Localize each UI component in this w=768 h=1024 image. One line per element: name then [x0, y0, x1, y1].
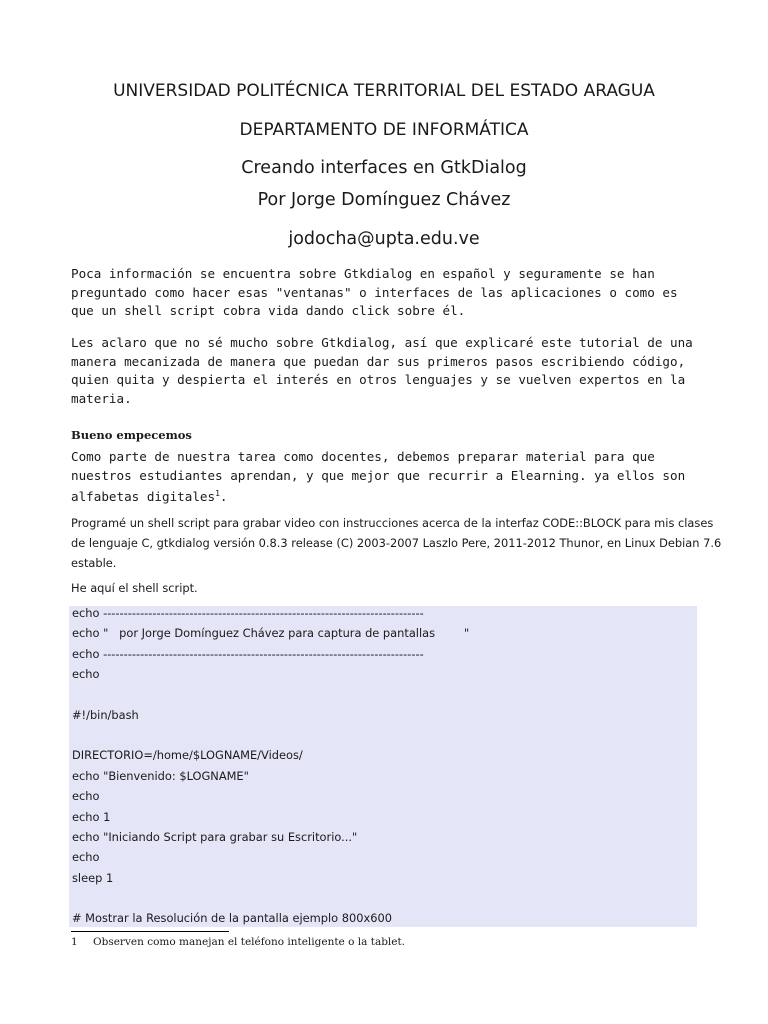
text-line: Poca información se encuentra sobre Gtkdialog en español y seguramente se han	[71, 266, 655, 281]
author-line: Por Jorge Domínguez Chávez	[257, 190, 511, 210]
text-fragment: alfabetas digitales	[71, 489, 216, 505]
footnote-reference: 1	[215, 489, 220, 499]
code-line: #!/bin/bash	[72, 708, 139, 722]
code-line: echo "Iniciando Script para grabar su Escritorio..."	[72, 830, 358, 844]
text-line: de lenguaje C, gtkdialog versión 0.8.3 release (C) 2003-2007 Laszlo Pere, 2011-2012 Thunor, en Linux Debian 7.6	[71, 536, 722, 551]
intro-paragraph-1	[71, 265, 711, 321]
text-line: estable.	[71, 556, 117, 571]
section-heading: Bueno empecemos	[71, 428, 192, 442]
code-line: DIRECTORIO=/home/$LOGNAME/Videos/	[72, 748, 303, 762]
text-fragment: .	[219, 489, 228, 505]
code-line: echo ------------------------------------------------------------------------------	[72, 647, 424, 661]
code-line: echo	[72, 850, 100, 864]
code-line: echo	[72, 667, 100, 681]
code-line: sleep 1	[72, 871, 114, 885]
department-heading: DEPARTAMENTO DE INFORMÁTICA	[239, 120, 529, 140]
footnote	[71, 936, 405, 948]
university-heading: UNIVERSIDAD POLITÉCNICA TERRITORIAL DEL ESTADO ARAGUA	[113, 81, 655, 101]
section-paragraph	[71, 448, 711, 504]
code-line: echo 1	[72, 810, 111, 824]
text-line	[71, 485, 711, 504]
text-line: quien quita y despierta el interés en otros lenguajes y se vuelven expertos en la	[71, 372, 686, 388]
script-intro-line: He aquí el shell script.	[71, 581, 198, 595]
author-email: jodocha@upta.edu.ve	[288, 229, 480, 249]
intro-paragraph-2	[71, 334, 711, 409]
footnote-divider	[71, 931, 229, 932]
text-line: que un shell script cobra vida dando click sobre él.	[71, 303, 466, 319]
text-line: preguntado como hacer esas "ventanas" o interfaces de las aplicaciones o como es	[71, 284, 678, 300]
footnote-text: Observen como manejan el teléfono inteligente o la tablet.	[93, 936, 406, 948]
document-title: Creando interfaces en GtkDialog	[241, 158, 527, 178]
code-line: echo ------------------------------------------------------------------------------	[72, 606, 424, 620]
text-line: Les aclaro que no sé mucho sobre Gtkdialog, así que explicaré este tutorial de una	[71, 335, 693, 350]
script-description-paragraph	[71, 513, 721, 574]
text-line: nuestros estudiantes aprendan, y que mejor que recurrir a Elearning. ya ellos son	[71, 467, 686, 483]
code-line: echo	[72, 789, 100, 803]
text-line: materia.	[71, 391, 132, 407]
code-line: echo " por Jorge Domínguez Chávez para captura de pantallas "	[72, 626, 470, 640]
text-line: Programé un shell script para grabar video con instrucciones acerca de la interfaz CODE::BLOCK para mis clases	[71, 516, 714, 530]
text-line: Como parte de nuestra tarea como docentes, debemos preparar material para que	[71, 449, 655, 464]
code-block	[69, 606, 697, 927]
text-line: manera mecanizada de manera que puedan dar sus primeros pasos escribiendo código,	[71, 353, 686, 369]
code-line: echo "Bienvenido: $LOGNAME"	[72, 769, 249, 783]
code-line: # Mostrar la Resolución de la pantalla ejemplo 800x600	[72, 911, 392, 925]
footnote-number: 1	[71, 936, 78, 948]
